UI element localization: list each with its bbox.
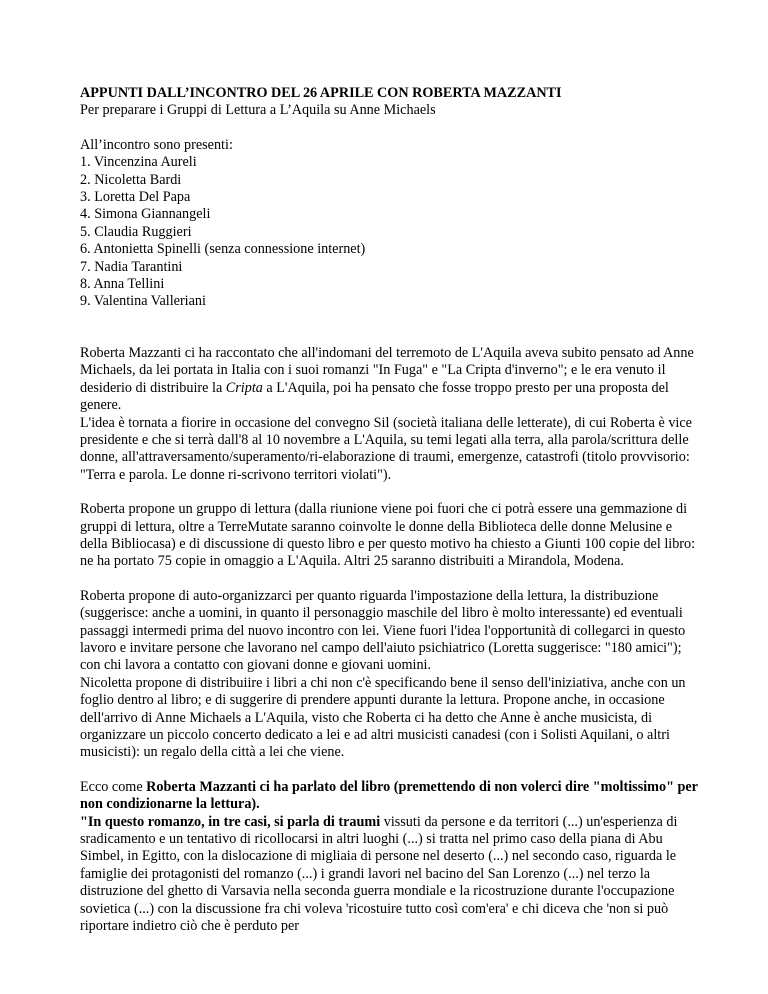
paragraph-self-organize: Roberta propone di auto-organizzarci per quanto riguarda l'impostazione della lettura, la distribuzione (suggerisce: anche a uomini, in quanto il personaggio maschile del libro è molto interessante) ed eventuali passaggi intermedi prima del nuovo incontro con lei. Viene fuori l'idea l'opportunità di collegarci in questo lavoro e invitare persone che lavorano nel campo dell'aiuto psichiatrico (Loretta suggerisce: "180 amici"); con chi lavora a contatto con giovani donne e giovani uomini. bbox=[80, 587, 686, 674]
attendee-item: 1. Vincenzina Aureli bbox=[80, 154, 197, 171]
document-subtitle: Per preparare i Gruppi di Lettura a L’Aquila su Anne Michaels bbox=[80, 102, 436, 119]
paragraph-text: a L'Aquila, poi ha pensato che fosse troppo presto per una proposta del genere. bbox=[80, 379, 669, 414]
italic-title-cripta: Cripta bbox=[225, 379, 263, 396]
attendee-item: 4. Simona Giannangeli bbox=[80, 206, 211, 223]
paragraph-nicoletta: Nicoletta propone di distribuiire i libri a chi non c'è specificando bene il senso dell'iniziativa, anche con un foglio dentro al libro; e di suggerire di prendere appunti durante la lettura. Propone anche, in occasione dell'arrivo di Anne Michaels a L'Aquila, visto che Roberta ci ha detto che Anne è anche musicista, di organizzare un piccolo concerto dedicato a lei e ad altri musicisti canadesi (con i Solisti Aquilani, o altri musicisti): un regalo della città a lei che viene. bbox=[80, 674, 686, 761]
paragraph-traumi bbox=[80, 814, 698, 936]
document-page bbox=[80, 85, 698, 935]
attendee-item: 5. Claudia Ruggieri bbox=[80, 223, 192, 240]
attendee-item: 9. Valentina Valleriani bbox=[80, 293, 206, 310]
attendee-item: 2. Nicoletta Bardi bbox=[80, 171, 182, 188]
attendees-intro: All’incontro sono presenti: bbox=[80, 136, 233, 153]
bold-text: "In questo romanzo, in tre casi, si parla di traumi bbox=[80, 813, 381, 830]
document-title: APPUNTI DALL’INCONTRO DEL 26 APRILE CON ROBERTA MAZZANTI bbox=[80, 85, 562, 101]
attendees-list bbox=[80, 154, 698, 311]
paragraph-text: Ecco come bbox=[80, 778, 147, 795]
paragraph-reading-group: Roberta propone un gruppo di lettura (dalla riunione viene poi fuori che ci potrà essere una gemmazione di gruppi di lettura, oltre a TerreMutate saranno coinvolte le donne della Biblioteca delle donne Melusine e della Bibliocasa) e di discussione di questo libro e per questo motivo ha chiesto a Giunti 100 copie del libro: ne ha portato 75 copie in omaggio a L'Aquila. Altri 25 saranno distribuiti a Mirandola, Modena. bbox=[80, 501, 696, 570]
paragraph-text: Roberta Mazzanti ci ha raccontato che all'indomani del terremoto de L'Aquila aveva subito pensato ad Anne Michaels, da lei portata in Italia con i suoi romanzi "In Fuga" e "La Cripta d'inverno"; e le era venuto il desiderio di distribuire la bbox=[80, 344, 694, 396]
attendee-item: 7. Nadia Tarantini bbox=[80, 258, 183, 275]
attendee-item: 8. Anna Tellini bbox=[80, 276, 165, 293]
bold-text: Roberta Mazzanti ci ha parlato del libro (premettendo di non volerci dire "moltissimo" per non condizionarne la lettura). bbox=[80, 778, 698, 813]
paragraph-earthquake bbox=[80, 345, 698, 415]
paragraph-sil-conference: L'idea è tornata a fiorire in occasione del convegno Sil (società italiana delle letterate), di cui Roberta è vice presidente e che si terrà dall'8 al 10 novembre a L'Aquila, su temi legati alla terra, alla parola/scrittura delle donne, all'attraversamento/superamento/ri-elaborazione di traumi, emergenze, catastrofi (titolo provvisorio: "Terra e parola. Le donne ri-scrivono territori violati"). bbox=[80, 414, 692, 483]
paragraph-book-intro bbox=[80, 779, 698, 814]
attendee-item: 3. Loretta Del Papa bbox=[80, 189, 191, 206]
paragraph-text: vissuti da persone e da territori (...) un'esperienza di sradicamento e un tentativo di ricollocarsi in altri luoghi (...) si tratta nel primo caso della piana di Abu Simbel, in Egitto, con la dislocazione di migliaia di persone nel deserto (...) nel secondo caso, riguarda le famiglie dei protagonisti del romanzo (...) i grandi lavori nel bacino del San Lorenzo (...) nel terzo la distruzione del ghetto di Varsavia nella seconda guerra mondiale e la ricostruzione durante l'occupazione sovietica (...) con la discussione fra chi voleva 'ricostuire tutto così com'era' e chi diceva che 'non si può riportare indietro ciò che è perduto per bbox=[80, 813, 678, 935]
attendee-item: 6. Antonietta Spinelli (senza connessione internet) bbox=[80, 241, 366, 258]
